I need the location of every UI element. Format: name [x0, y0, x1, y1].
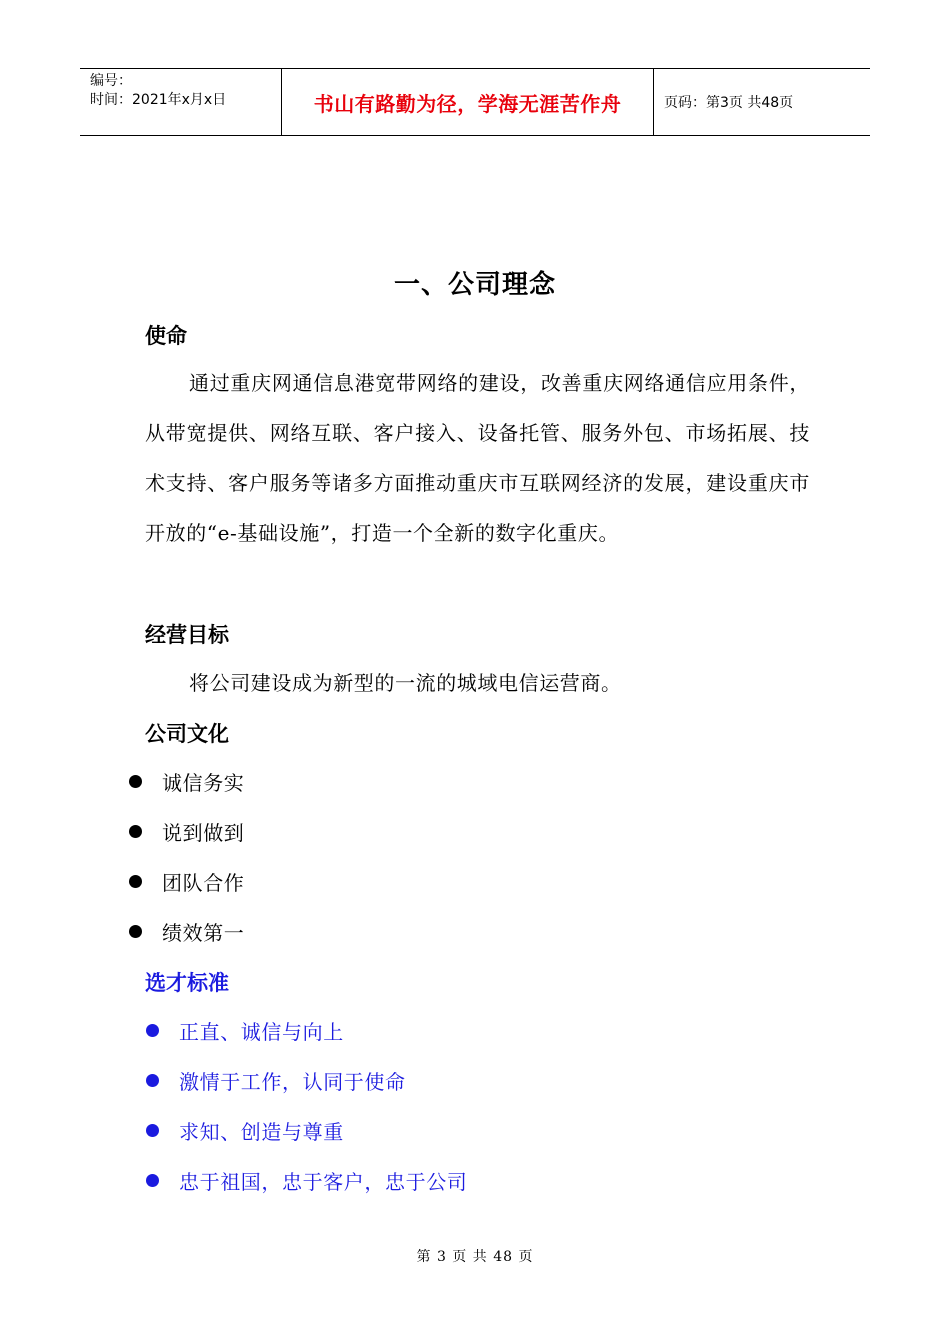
list-item [129, 806, 244, 856]
list-item [129, 906, 244, 956]
bullet-icon [129, 925, 142, 938]
bullet-icon [146, 1174, 159, 1187]
list-item-label: 团队合作 [162, 870, 245, 895]
bullet-icon [146, 1074, 159, 1087]
list-item-label: 说到做到 [162, 820, 245, 845]
list-item [146, 1155, 467, 1205]
bullet-icon [129, 875, 142, 888]
page-header [80, 68, 870, 136]
goal-heading: 经营目标 [145, 623, 229, 647]
mission-heading: 使命 [145, 324, 187, 348]
header-motto: 书山有路勤为径，学海无涯苦作舟 [281, 69, 654, 135]
mission-paragraph: 通过重庆网通信息港宽带网络的建设，改善重庆网络通信应用条件，从带宽提供、网络互联、客户接入、设备托管、服务外包、市场拓展、技术支持、客户服务等诸多方面推动重庆市互联网经济的发展，建设重庆市开放的“e-基础设施”，打造一个全新的数字化重庆。 [145, 371, 810, 545]
bullet-icon [146, 1024, 159, 1037]
culture-heading: 公司文化 [145, 722, 229, 746]
list-item-label: 诚信务实 [162, 770, 245, 795]
list-item-label: 正直、诚信与向上 [179, 1019, 344, 1044]
list-item [146, 1005, 467, 1055]
page-footer: 第 3 页 共 48 页 [416, 1249, 534, 1265]
culture-list [129, 756, 244, 956]
bullet-icon [129, 775, 142, 788]
talent-heading: 选才标准 [145, 971, 229, 995]
date-label: 时间：2021年x月x日 [90, 92, 227, 108]
header-meta-cell [80, 69, 281, 135]
header-page-info: 页码：第3页 共48页 [664, 95, 794, 111]
goal-paragraph: 将公司建设成为新型的一流的城域电信运营商。 [189, 671, 622, 695]
list-item-label: 求知、创造与尊重 [179, 1119, 344, 1144]
list-item [129, 756, 244, 806]
list-item-label: 忠于祖国，忠于客户，忠于公司 [179, 1169, 468, 1194]
list-item [146, 1055, 467, 1105]
bullet-icon [129, 825, 142, 838]
bullet-icon [146, 1124, 159, 1137]
list-item-label: 绩效第一 [162, 920, 245, 945]
list-item [146, 1105, 467, 1155]
number-label: 编号： [90, 73, 132, 89]
page-title: 一、公司理念 [393, 270, 556, 300]
talent-list [146, 1005, 467, 1205]
list-item [129, 856, 244, 906]
list-item-label: 激情于工作，认同于使命 [179, 1069, 406, 1094]
